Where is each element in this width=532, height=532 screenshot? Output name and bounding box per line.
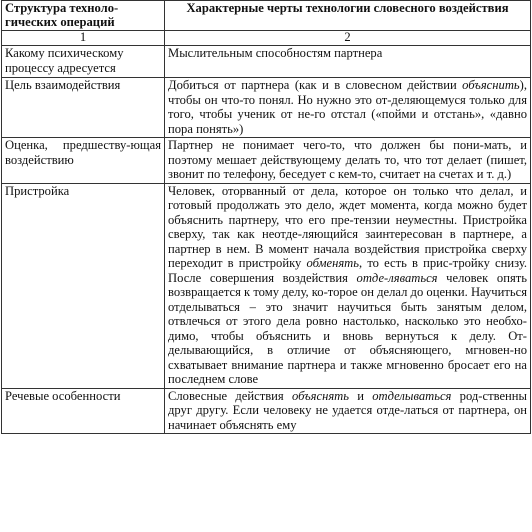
table-row <box>2 183 531 388</box>
row-label: Пристройка <box>2 183 165 388</box>
row-description <box>165 46 531 78</box>
italic-term: обменять <box>306 256 360 270</box>
column-number-1: 1 <box>2 31 165 46</box>
text-segment: человек опять возвращается к тому делу, ко-торое он делал до оценки. Научиться отделываться – это значит научиться быть занятым делом, отвлечься от этого дела ровно настолько, насколько это необхо-димо, чтобы объяснить и вновь вернуться к делу. От-делывающийся, в отличие от объясняющего, мгновен-но схватывает внимание партнера и также мгновенно бросает его на последнем слове <box>168 270 527 386</box>
italic-term: отделываться <box>372 388 452 403</box>
header-structure: Структура техноло-гических операций <box>2 1 165 31</box>
text-segment: Мыслительным способностям партнера <box>168 46 383 60</box>
table-header-row <box>2 1 531 31</box>
text-segment: Словесные действия <box>168 388 292 403</box>
text-segment: ), чтобы он что-то понял. Но нужно это от-деляющемуся только для того, чтобы ученик от не-го отстал («пойми и отстань», «давно пора понять») <box>168 78 527 136</box>
text-segment: , то есть в прис-тройку снизу. После совершения воздействия <box>168 256 528 285</box>
italic-term: отде-ляваться <box>356 270 438 285</box>
italic-term: объяснять <box>291 388 349 403</box>
header-characteristics: Характерные черты технологии словесного воздействия <box>165 1 531 31</box>
row-description <box>165 78 531 138</box>
row-label: Оценка, предшеству-ющая воздействию <box>2 138 165 184</box>
table-row <box>2 46 531 78</box>
column-number-2: 2 <box>165 31 531 46</box>
italic-term: объяснить <box>462 78 520 92</box>
text-segment: и <box>349 388 373 403</box>
row-label: Какому психическому процессу адресуется <box>2 46 165 78</box>
row-description <box>165 138 531 184</box>
row-label: Речевые особенности <box>2 388 165 434</box>
column-number-row <box>2 31 531 46</box>
table-row <box>2 388 531 434</box>
row-label: Цель взаимодействия <box>2 78 165 138</box>
text-segment: Человек, оторванный от дела, которое он только что делал, и готовый продолжать это дело, ждет момента, когда можно будет объяснить партнеру, что его пре-тензии неуместны. Пристройка сверху, так как неотде-ляющийся заинтересован в партнере, а партнер в нем. В момент начала воздействия пристройка сверху переходит в пристройку <box>168 183 527 270</box>
row-description <box>165 183 531 388</box>
text-segment: род-ственны друг другу. Если человеку не удается отде-латься от партнера, он начинает объяснять ему <box>168 388 527 432</box>
row-description <box>165 388 531 434</box>
text-segment: Добиться от партнера (как и в словесном действии <box>168 78 463 92</box>
table-row <box>2 138 531 184</box>
table-row <box>2 78 531 138</box>
technology-table <box>1 0 531 434</box>
text-segment: Партнер не понимает чего-то, что должен бы пони-мать, и поэтому мешает действующему делать то, что тот делает (пишет, звонит по телефону, беседует с кем-то, считает на счетах и т. д.) <box>168 138 527 181</box>
